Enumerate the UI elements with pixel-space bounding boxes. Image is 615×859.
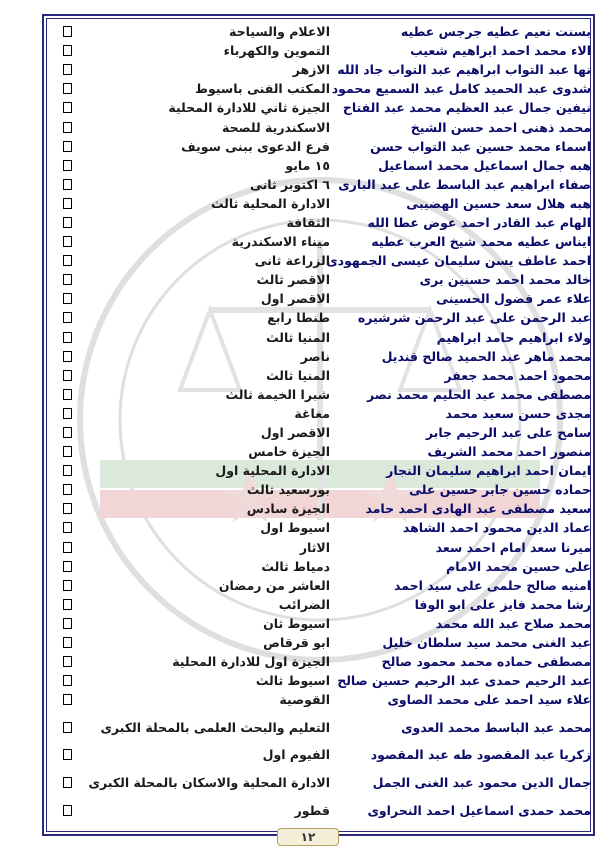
- checkbox[interactable]: [63, 637, 72, 648]
- list-item: [55, 22, 595, 41]
- employee-name: هبه جمال اسماعيل محمد اسماعيل: [378, 157, 591, 173]
- list-item: [55, 60, 595, 79]
- employee-name: بسنت نعيم عطيه جرجس عطيه: [400, 24, 591, 40]
- employee-name: على حسين محمد الامام: [446, 558, 591, 574]
- checkbox[interactable]: [63, 370, 72, 381]
- employee-name: رشا محمد فايز على ابو الوفا: [414, 596, 591, 612]
- assigned-office: الجيزة خامس: [248, 444, 330, 460]
- list-item: [55, 117, 595, 136]
- assigned-office: المنيا ثالث: [266, 329, 330, 345]
- list-item: [55, 41, 595, 60]
- assigned-office: الجيزة اول للادارة المحلية: [172, 654, 330, 670]
- employee-name: اسماء محمد حسين عبد التواب حسن: [370, 138, 591, 154]
- assigned-office: اسيوط ثان: [263, 615, 330, 631]
- assigned-office: الاسكندرية للصحة: [221, 119, 330, 135]
- list-item: [55, 480, 595, 499]
- checkbox[interactable]: [63, 389, 72, 400]
- list-item: [55, 213, 595, 232]
- employee-list: [55, 22, 595, 820]
- checkbox[interactable]: [63, 656, 72, 667]
- assigned-office: الادارة المحلية اول: [215, 463, 330, 479]
- employee-name: ايمان احمد ابراهيم سليمان النجار: [386, 463, 591, 479]
- employee-name: علاء عمر فضول الحسينى: [436, 291, 591, 307]
- assigned-office: ميناء الاسكندرية: [231, 234, 330, 250]
- list-item: [55, 347, 595, 366]
- assigned-office: مغاغة: [294, 405, 330, 421]
- employee-name: الاء محمد احمد ابراهيم شعيب: [410, 43, 591, 59]
- checkbox[interactable]: [63, 26, 72, 37]
- list-item: [55, 800, 595, 819]
- list-item: [55, 137, 595, 156]
- employee-name: امنيه صالح حلمى على سيد احمد: [394, 577, 591, 593]
- employee-name: صفاء ابراهيم عبد الباسط على عبد البارى: [338, 176, 591, 192]
- employee-name: محمد عبد الباسط محمد العدوى: [401, 719, 591, 735]
- checkbox[interactable]: [63, 312, 72, 323]
- employee-name: هبه هلال سعد حسين الهضيبى: [406, 195, 591, 211]
- checkbox[interactable]: [63, 599, 72, 610]
- list-item: [55, 423, 595, 442]
- checkbox[interactable]: [63, 446, 72, 457]
- assigned-office: قطور: [294, 802, 330, 818]
- employee-name: مصطفى محمد عبد الحليم محمد نصر: [367, 386, 591, 402]
- employee-name: نها عبد التواب ابراهيم عبد التواب جاد الله: [337, 62, 591, 78]
- assigned-office: الزراعة ثانى: [254, 253, 330, 269]
- employee-name: محمد ماهر عبد الحميد صالح قنديل: [381, 348, 591, 364]
- list-item: [55, 366, 595, 385]
- checkbox[interactable]: [63, 408, 72, 419]
- page-number: ١٢: [277, 828, 339, 846]
- list-item: [55, 671, 595, 690]
- employee-name: زكريا عبد المقصود طه عبد المقصود: [370, 747, 591, 763]
- employee-name: مجدى حسن سعيد محمد: [445, 405, 591, 421]
- checkbox[interactable]: [63, 694, 72, 705]
- checkbox[interactable]: [63, 580, 72, 591]
- list-item: [55, 194, 595, 213]
- list-item: [55, 308, 595, 327]
- assigned-office: الفيوم اول: [262, 747, 330, 763]
- employee-name: شدوى عبد الحميد كامل عبد السميع محمود: [331, 81, 591, 97]
- assigned-office: التموين والكهرباء: [223, 43, 330, 59]
- list-item: [55, 232, 595, 251]
- list-item: [55, 98, 595, 117]
- list-item: [55, 404, 595, 423]
- assigned-office: القوصية: [279, 692, 330, 708]
- checkbox[interactable]: [63, 179, 72, 190]
- assigned-office: بورسعيد ثالث: [246, 482, 330, 498]
- checkbox[interactable]: [63, 198, 72, 209]
- list-item: [55, 745, 595, 764]
- employee-name: ولاء ابراهيم حامد ابراهيم: [436, 329, 591, 345]
- assigned-office: الاقصر اول: [260, 291, 330, 307]
- employee-name: سعيد مصطفى عبد الهادى احمد حامد: [365, 501, 591, 517]
- checkbox[interactable]: [63, 618, 72, 629]
- employee-name: عبد الرحمن على عبد الرحمن شرشيره: [357, 310, 591, 326]
- assigned-office: ٦ اكتوبر ثانى: [249, 176, 330, 192]
- list-item: [55, 614, 595, 633]
- employee-name: نيفين جمال عبد العظيم محمد عبد الفتاح: [342, 100, 591, 116]
- employee-name: منصور احمد محمد الشريف: [427, 444, 591, 460]
- assigned-office: الاعلام والسياحة: [229, 24, 330, 40]
- assigned-office: المكتب الفنى باسيوط: [195, 81, 330, 97]
- assigned-office: اسيوط ثالث: [255, 673, 330, 689]
- checkbox[interactable]: [63, 542, 72, 553]
- checkbox[interactable]: [63, 503, 72, 514]
- checkbox[interactable]: [63, 722, 72, 733]
- list-item: [55, 79, 595, 98]
- employee-name: سامح على عبد الرحيم جابر: [425, 425, 591, 441]
- list-item: [55, 289, 595, 308]
- list-item: [55, 251, 595, 270]
- employee-name: محمد صلاح عبد الله محمد: [435, 615, 591, 631]
- checkbox[interactable]: [63, 465, 72, 476]
- checkbox[interactable]: [63, 777, 72, 788]
- assigned-office: العاشر من رمضان: [218, 577, 330, 593]
- checkbox[interactable]: [63, 293, 72, 304]
- list-item: [55, 499, 595, 518]
- checkbox[interactable]: [63, 45, 72, 56]
- assigned-office: دمياط ثالث: [261, 558, 330, 574]
- employee-name: خالد محمد احمد حسنين برى: [419, 272, 591, 288]
- checkbox[interactable]: [63, 160, 72, 171]
- assigned-office: الاقصر اول: [260, 425, 330, 441]
- employee-name: محمد حمدى اسماعيل احمد النحراوى: [367, 802, 591, 818]
- assigned-office: الجيزة سادس: [246, 501, 330, 517]
- list-item: [55, 328, 595, 347]
- checkbox[interactable]: [63, 255, 72, 266]
- checkbox[interactable]: [63, 274, 72, 285]
- employee-name: حماده حسين جابر حسين على: [409, 482, 591, 498]
- employee-name: ايناس عطيه محمد شيخ العرب عطيه: [371, 234, 591, 250]
- checkbox[interactable]: [63, 522, 72, 533]
- employee-name: ميرنا سعد امام احمد سعد: [435, 539, 591, 555]
- checkbox[interactable]: [63, 749, 72, 760]
- assigned-office: فرع الدعوى ببنى سويف: [181, 138, 330, 154]
- assigned-office: ابو قرقاص: [263, 635, 330, 651]
- checkbox[interactable]: [63, 484, 72, 495]
- assigned-office: ناصر: [300, 348, 330, 364]
- assigned-office: الضرائب: [278, 596, 330, 612]
- employee-name: محمد ذهنى احمد حسن الشيخ: [410, 119, 591, 135]
- checkbox[interactable]: [63, 351, 72, 362]
- employee-name: عبد الغنى محمد سيد سلطان خليل: [382, 635, 591, 651]
- list-item: [55, 175, 595, 194]
- list-item: [55, 270, 595, 289]
- assigned-office: الجيزة ثاني للادارة المحلية: [168, 100, 330, 116]
- list-item: [55, 595, 595, 614]
- list-item: [55, 764, 595, 800]
- assigned-office: الاثار: [299, 539, 330, 555]
- employee-name: احمد عاطف يسن سليمان عيسى الجمهودى: [326, 253, 591, 269]
- checkbox[interactable]: [63, 236, 72, 247]
- list-item: [55, 633, 595, 652]
- list-item: [55, 690, 595, 709]
- checkbox[interactable]: [63, 83, 72, 94]
- checkbox[interactable]: [63, 805, 72, 816]
- employee-name: عبد الرحيم حمدى عبد الرحيم حسين صالح: [337, 673, 591, 689]
- assigned-office: طنطا رابع: [267, 310, 330, 326]
- assigned-office: الادارة المحلية ثالث: [210, 195, 330, 211]
- checkbox[interactable]: [63, 217, 72, 228]
- checkbox[interactable]: [63, 332, 72, 343]
- employee-name: عماد الدين محمود احمد الشاهد: [402, 520, 591, 536]
- checkbox[interactable]: [63, 427, 72, 438]
- assigned-office: الادارة المحلية والاسكان بالمحلة الكبرى: [88, 774, 330, 790]
- assigned-office: المنيا ثالث: [266, 367, 330, 383]
- list-item: [55, 442, 595, 461]
- assigned-office: الاقصر ثالث: [256, 272, 330, 288]
- assigned-office: الازهر: [292, 62, 330, 78]
- checkbox[interactable]: [63, 561, 72, 572]
- assigned-office: اسيوط اول: [260, 520, 330, 536]
- list-item: [55, 576, 595, 595]
- checkbox[interactable]: [63, 64, 72, 75]
- list-item: [55, 518, 595, 537]
- checkbox[interactable]: [63, 141, 72, 152]
- employee-name: محمود احمد محمد جعفر: [444, 367, 591, 383]
- checkbox[interactable]: [63, 122, 72, 133]
- list-item: [55, 557, 595, 576]
- employee-name: علاء سيد احمد على محمد الصاوى: [387, 692, 591, 708]
- assigned-office: شبرا الخيمة ثالث: [225, 386, 330, 402]
- assigned-office: ١٥ مايو: [285, 157, 330, 173]
- list-item: [55, 156, 595, 175]
- assigned-office: التعليم والبحث العلمى بالمحلة الكبرى: [100, 719, 330, 735]
- checkbox[interactable]: [63, 102, 72, 113]
- list-item: [55, 538, 595, 557]
- assigned-office: الثقافة: [286, 214, 330, 230]
- employee-name: جمال الدين محمود عبد الغنى الجمل: [372, 774, 591, 790]
- employee-name: مصطفى حماده محمد محمود صالح: [381, 654, 591, 670]
- checkbox[interactable]: [63, 675, 72, 686]
- list-item: [55, 652, 595, 671]
- list-item: [55, 461, 595, 480]
- list-item: [55, 709, 595, 745]
- employee-name: الهام عبد القادر احمد عوض عطا الله: [367, 214, 591, 230]
- list-item: [55, 385, 595, 404]
